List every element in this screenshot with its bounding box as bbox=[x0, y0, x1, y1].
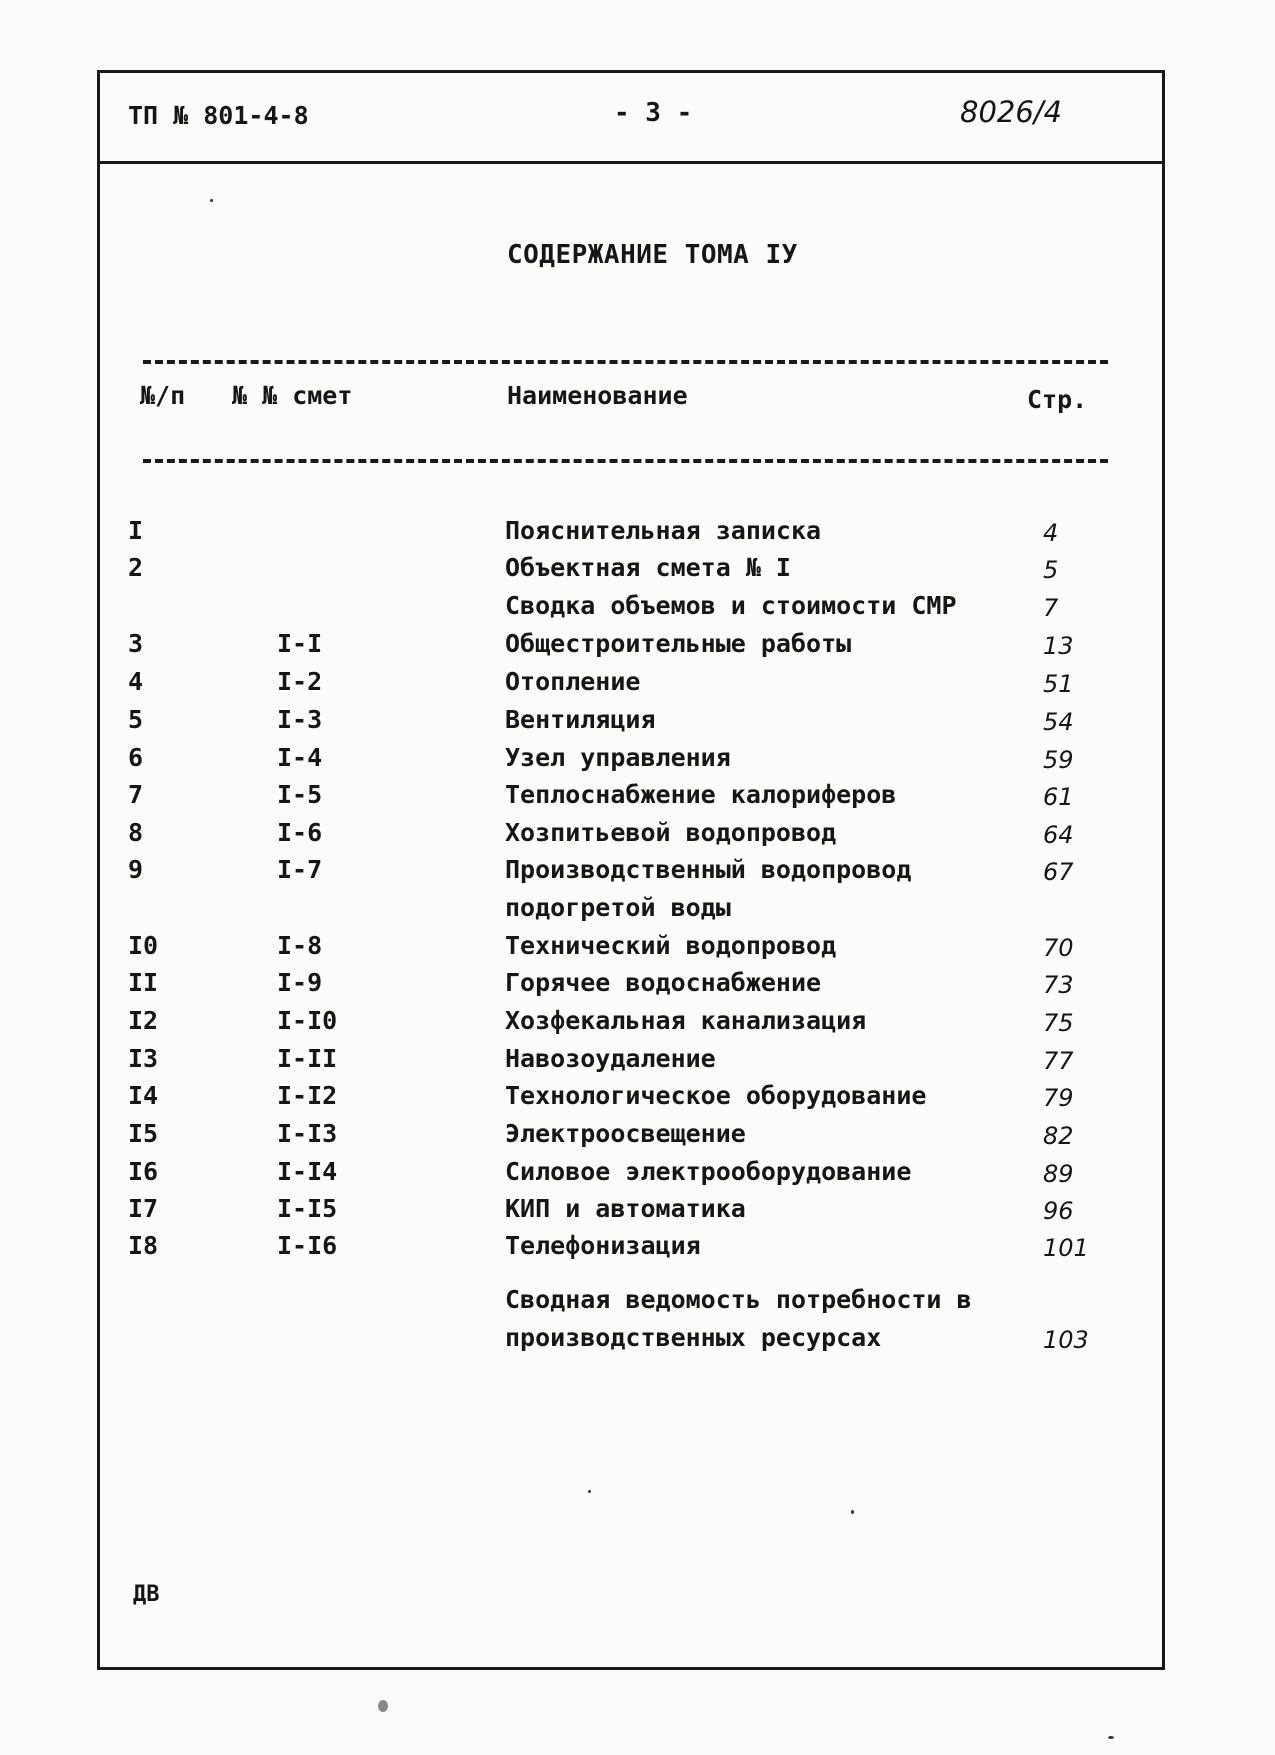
row-number: I2 bbox=[128, 1006, 159, 1035]
row-page: 103 bbox=[1043, 1326, 1089, 1354]
row-name: Горячее водоснабжение bbox=[505, 968, 822, 997]
column-header-num: №/п bbox=[140, 381, 186, 410]
table-top-divider bbox=[143, 360, 1108, 364]
row-page: 89 bbox=[1043, 1160, 1074, 1188]
row-estimate: I-II bbox=[277, 1044, 338, 1073]
row-name: Технический водопровод bbox=[505, 931, 837, 960]
row-estimate: I-8 bbox=[277, 931, 323, 960]
row-estimate: I-6 bbox=[277, 818, 323, 847]
table-header-divider bbox=[143, 459, 1108, 463]
row-number: I6 bbox=[128, 1157, 159, 1186]
row-number: 5 bbox=[128, 705, 144, 734]
row-estimate: I-3 bbox=[277, 705, 323, 734]
row-estimate: I-4 bbox=[277, 743, 323, 772]
row-name: Сводка объемов и стоимости СМР bbox=[505, 591, 957, 620]
scan-speck bbox=[588, 1490, 591, 1493]
row-page: 61 bbox=[1043, 783, 1074, 811]
row-page: 51 bbox=[1043, 670, 1074, 698]
row-name: Хозпитьевой водопровод bbox=[505, 818, 837, 847]
row-estimate: I-5 bbox=[277, 780, 323, 809]
row-number: I8 bbox=[128, 1231, 159, 1260]
scan-speck bbox=[851, 1510, 854, 1514]
row-name: Хозфекальная канализация bbox=[505, 1006, 867, 1035]
column-header-page: Стр. bbox=[1027, 385, 1088, 414]
row-number: I bbox=[128, 516, 144, 545]
row-number: II bbox=[128, 968, 159, 997]
scan-speck bbox=[210, 199, 213, 202]
doc-code: ТП № 801-4-8 bbox=[128, 101, 309, 130]
row-estimate: I-2 bbox=[277, 667, 323, 696]
column-header-estimate: № № смет bbox=[232, 381, 353, 410]
row-name: Производственный водопровод bbox=[505, 855, 912, 884]
row-name: производственных ресурсах bbox=[505, 1323, 882, 1352]
row-page: 59 bbox=[1043, 746, 1074, 774]
row-page: 77 bbox=[1043, 1047, 1074, 1075]
row-page: 54 bbox=[1043, 708, 1074, 736]
row-page: 73 bbox=[1043, 971, 1074, 999]
row-estimate: I-I6 bbox=[277, 1231, 338, 1260]
page-number: - 3 - bbox=[614, 98, 693, 128]
row-estimate: I-I4 bbox=[277, 1157, 338, 1186]
row-number: 7 bbox=[128, 780, 144, 809]
row-name: подогретой воды bbox=[505, 893, 731, 922]
row-name: Силовое электрооборудование bbox=[505, 1157, 912, 1186]
row-page: 101 bbox=[1043, 1234, 1089, 1262]
row-number: 3 bbox=[128, 629, 144, 658]
row-name: Телефонизация bbox=[505, 1231, 701, 1260]
row-number: 6 bbox=[128, 743, 144, 772]
row-name: Общестроительные работы bbox=[505, 629, 852, 658]
row-number: I4 bbox=[128, 1081, 159, 1110]
row-name: Сводная ведомость потребности в bbox=[505, 1285, 972, 1314]
footer-mark: ДВ bbox=[133, 1582, 160, 1607]
row-name: Электроосвещение bbox=[505, 1119, 746, 1148]
row-page: 82 bbox=[1043, 1122, 1074, 1150]
row-number: I5 bbox=[128, 1119, 159, 1148]
row-name: Вентиляция bbox=[505, 705, 656, 734]
row-page: 67 bbox=[1043, 858, 1074, 886]
row-page: 70 bbox=[1043, 934, 1074, 962]
archive-number: 8026/4 bbox=[960, 95, 1063, 129]
row-number: 2 bbox=[128, 553, 144, 582]
row-estimate: I-I3 bbox=[277, 1119, 338, 1148]
row-estimate: I-I0 bbox=[277, 1006, 338, 1035]
row-number: 8 bbox=[128, 818, 144, 847]
row-name: Отопление bbox=[505, 667, 641, 696]
row-page: 75 bbox=[1043, 1009, 1074, 1037]
row-estimate: I-I bbox=[277, 629, 323, 658]
page-title: СОДЕРЖАНИЕ ТОМА IУ bbox=[507, 240, 798, 270]
row-name: КИП и автоматика bbox=[505, 1194, 746, 1223]
row-number: I7 bbox=[128, 1194, 159, 1223]
row-name: Пояснительная записка bbox=[505, 516, 822, 545]
row-estimate: I-I2 bbox=[277, 1081, 338, 1110]
row-name: Узел управления bbox=[505, 743, 731, 772]
row-name: Объектная смета № I bbox=[505, 553, 791, 582]
scan-speck bbox=[378, 1700, 388, 1712]
row-estimate: I-9 bbox=[277, 968, 323, 997]
row-estimate: I-7 bbox=[277, 855, 323, 884]
row-page: 79 bbox=[1043, 1084, 1074, 1112]
row-number: I3 bbox=[128, 1044, 159, 1073]
row-estimate: I-I5 bbox=[277, 1194, 338, 1223]
row-page: 64 bbox=[1043, 821, 1074, 849]
row-page: 4 bbox=[1043, 519, 1059, 547]
row-number: 4 bbox=[128, 667, 144, 696]
scan-speck bbox=[1108, 1736, 1114, 1739]
row-page: 13 bbox=[1043, 632, 1074, 660]
row-name: Навозоудаление bbox=[505, 1044, 716, 1073]
row-number: 9 bbox=[128, 855, 144, 884]
column-header-name: Наименование bbox=[507, 381, 688, 410]
row-name: Технологическое оборудование bbox=[505, 1081, 927, 1110]
row-number: I0 bbox=[128, 931, 159, 960]
row-page: 7 bbox=[1043, 594, 1059, 622]
row-page: 5 bbox=[1043, 556, 1059, 584]
row-name: Теплоснабжение калориферов bbox=[505, 780, 897, 809]
header-divider bbox=[100, 161, 1165, 164]
row-page: 96 bbox=[1043, 1197, 1074, 1225]
